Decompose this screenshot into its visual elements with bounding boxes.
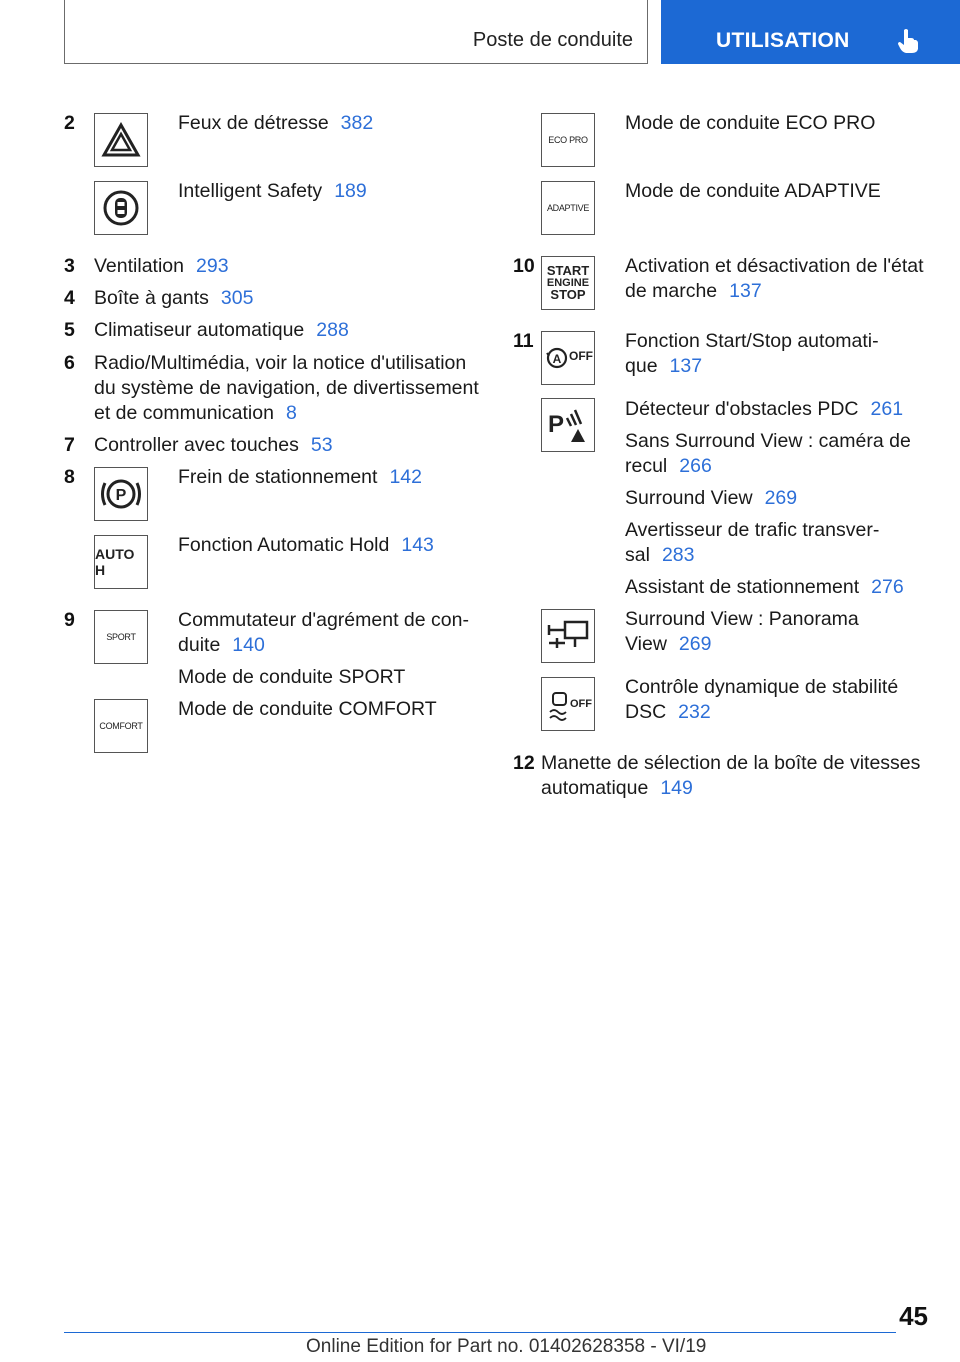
item-number-11: 11 bbox=[513, 330, 534, 352]
sport-mode-label: Mode de conduite SPORT bbox=[178, 666, 406, 688]
header-section-box bbox=[64, 0, 648, 64]
climate-page-link[interactable]: 288 bbox=[316, 319, 349, 341]
auto-hold-entry bbox=[178, 533, 434, 558]
parking-assistant-label: Assistant de stationnement bbox=[625, 576, 860, 598]
page-number: 45 bbox=[899, 1301, 928, 1331]
activation-line1: Activation et désactivation de l'état bbox=[625, 255, 924, 277]
item-number-2: 2 bbox=[64, 112, 75, 134]
surround-view-label: Surround View bbox=[625, 487, 753, 509]
parking-assistant-entry bbox=[625, 575, 904, 600]
glovebox-label: Boîte à gants bbox=[94, 287, 209, 309]
pdc-entry bbox=[625, 397, 903, 422]
pdc-page-link[interactable]: 261 bbox=[870, 398, 904, 420]
controller-label: Controller avec touches bbox=[94, 434, 299, 456]
cross-traffic-page-link[interactable]: 283 bbox=[661, 544, 695, 566]
svg-text:P: P bbox=[115, 487, 127, 504]
controller-page-link[interactable]: 53 bbox=[310, 434, 333, 456]
panorama-line2: View bbox=[625, 633, 667, 655]
start-icon-line1: START bbox=[546, 263, 590, 278]
dsc-line1: Contrôle dynamique de stabilité bbox=[625, 676, 899, 698]
activation-page-link[interactable]: 137 bbox=[729, 280, 762, 302]
parking-brake-icon bbox=[94, 467, 148, 521]
glovebox-entry bbox=[94, 286, 253, 311]
climate-label: Climatiseur automatique bbox=[94, 319, 305, 341]
auto-hold-icon-text: AUTO H bbox=[95, 546, 135, 578]
gear-selector-line2: automatique bbox=[541, 777, 649, 799]
radio-entry-end bbox=[94, 401, 297, 426]
hazard-lights-label: Feux de détresse bbox=[178, 112, 329, 134]
gear-selector-line1: Manette de sélection de la boîte de vitesses bbox=[541, 752, 921, 774]
comfort-icon-text: COMFORT bbox=[99, 721, 143, 731]
no-surround-page-link[interactable]: 266 bbox=[679, 455, 712, 477]
hazard-warning-icon bbox=[94, 113, 148, 167]
auto-start-stop-off-text: OFF bbox=[569, 349, 593, 363]
item-number-5: 5 bbox=[64, 319, 75, 341]
pointing-hand-icon bbox=[897, 28, 919, 54]
eco-pro-mode-icon bbox=[541, 113, 595, 167]
driving-switch-page-link[interactable]: 140 bbox=[232, 634, 265, 656]
ventilation-page-link[interactable]: 293 bbox=[196, 255, 229, 277]
adaptive-mode-icon bbox=[541, 181, 595, 235]
item-number-4: 4 bbox=[64, 287, 75, 309]
ventilation-entry bbox=[94, 254, 229, 279]
start-stop-line2: que bbox=[625, 355, 658, 377]
dsc-off-icon bbox=[541, 677, 595, 731]
item-number-7: 7 bbox=[64, 434, 75, 456]
panorama-page-link[interactable]: 269 bbox=[678, 633, 712, 655]
start-stop-entry-end bbox=[625, 354, 702, 379]
activation-entry-end bbox=[625, 279, 762, 304]
ventilation-label: Ventilation bbox=[94, 255, 184, 277]
surround-view-entry bbox=[625, 486, 797, 511]
intelligent-safety-entry bbox=[178, 179, 367, 204]
driving-switch-line1: Commutateur d'agrément de con- bbox=[178, 609, 469, 631]
header-chapter-tab[interactable] bbox=[661, 0, 960, 64]
radio-line2: du système de navigation, de divertissement bbox=[94, 377, 479, 399]
sport-icon-text: SPORT bbox=[106, 632, 136, 642]
parking-assistant-page-link[interactable]: 276 bbox=[871, 576, 904, 598]
dsc-off-text: OFF bbox=[570, 698, 592, 710]
adaptive-icon-text: ADAPTIVE bbox=[546, 203, 590, 213]
radio-line3: et de communication bbox=[94, 402, 274, 424]
driving-switch-entry-end bbox=[178, 633, 265, 658]
parking-brake-label: Frein de stationnement bbox=[178, 466, 378, 488]
start-icon-line3: STOP bbox=[550, 287, 586, 302]
intelligent-safety-label: Intelligent Safety bbox=[178, 180, 323, 202]
cross-traffic-line2: sal bbox=[625, 544, 650, 566]
climate-entry bbox=[94, 318, 349, 343]
svg-text:P: P bbox=[548, 411, 565, 438]
panorama-entry-end bbox=[625, 632, 711, 657]
parking-brake-page-link[interactable]: 142 bbox=[389, 466, 422, 488]
pdc-label: Détecteur d'obstacles PDC bbox=[625, 398, 859, 420]
gear-selector-entry-end bbox=[541, 776, 693, 801]
sport-mode-icon bbox=[94, 610, 148, 664]
cross-traffic-entry-end bbox=[625, 543, 694, 568]
start-icon-line2: ENGINE bbox=[546, 277, 590, 289]
glovebox-page-link[interactable]: 305 bbox=[220, 287, 254, 309]
intelligent-safety-icon bbox=[94, 181, 148, 235]
intelligent-safety-page-link[interactable]: 189 bbox=[334, 180, 367, 202]
footer-edition: Online Edition for Part no. 01402628358 - VI/19 bbox=[306, 1336, 707, 1357]
header-chapter-title: UTILISATION bbox=[716, 29, 850, 52]
dsc-line2: DSC bbox=[625, 701, 667, 723]
activation-line2: de marche bbox=[625, 280, 718, 302]
auto-start-stop-off-icon bbox=[541, 331, 595, 385]
footer-divider bbox=[64, 1332, 896, 1333]
cross-traffic-line1: Avertisseur de trafic transver- bbox=[625, 519, 880, 541]
panorama-line1: Surround View : Panorama bbox=[625, 608, 859, 630]
comfort-mode-label: Mode de conduite COMFORT bbox=[178, 698, 437, 720]
start-stop-engine-button-icon bbox=[541, 256, 595, 310]
driving-switch-line2: duite bbox=[178, 634, 221, 656]
item-number-6: 6 bbox=[64, 352, 75, 374]
panorama-camera-icon bbox=[541, 609, 595, 663]
no-surround-line2: recul bbox=[625, 455, 668, 477]
eco-pro-icon-text: ECO PRO bbox=[548, 135, 588, 145]
controller-entry bbox=[94, 433, 333, 458]
adaptive-mode-label: Mode de conduite ADAPTIVE bbox=[625, 180, 881, 202]
item-number-10: 10 bbox=[513, 255, 535, 277]
eco-pro-mode-label: Mode de conduite ECO PRO bbox=[625, 112, 876, 134]
auto-hold-label: Fonction Automatic Hold bbox=[178, 534, 390, 556]
parking-brake-entry bbox=[178, 465, 422, 490]
hazard-lights-page-link[interactable]: 382 bbox=[340, 112, 374, 134]
item-number-8: 8 bbox=[64, 466, 75, 488]
dsc-entry-end bbox=[625, 700, 711, 725]
no-surround-entry-end bbox=[625, 454, 712, 479]
header-section-title: Poste de conduite bbox=[472, 29, 633, 51]
radio-line1: Radio/Multimédia, voir la notice d'utilisation bbox=[94, 352, 467, 374]
svg-text:A: A bbox=[552, 352, 562, 366]
radio-page-link[interactable]: 8 bbox=[285, 402, 297, 424]
start-stop-page-link[interactable]: 137 bbox=[669, 355, 703, 377]
surround-view-page-link[interactable]: 269 bbox=[764, 487, 798, 509]
dsc-page-link[interactable]: 232 bbox=[678, 701, 711, 723]
auto-hold-icon bbox=[94, 535, 148, 589]
comfort-mode-icon bbox=[94, 699, 148, 753]
park-distance-control-icon bbox=[541, 398, 595, 452]
gear-selector-page-link[interactable]: 149 bbox=[660, 777, 693, 799]
item-number-9: 9 bbox=[64, 609, 75, 631]
hazard-lights-entry bbox=[178, 111, 373, 136]
auto-hold-page-link[interactable]: 143 bbox=[401, 534, 434, 556]
no-surround-line1: Sans Surround View : caméra de bbox=[625, 430, 911, 452]
item-number-3: 3 bbox=[64, 255, 75, 277]
item-number-12: 12 bbox=[513, 752, 535, 774]
start-stop-line1: Fonction Start/Stop automati- bbox=[625, 330, 879, 352]
